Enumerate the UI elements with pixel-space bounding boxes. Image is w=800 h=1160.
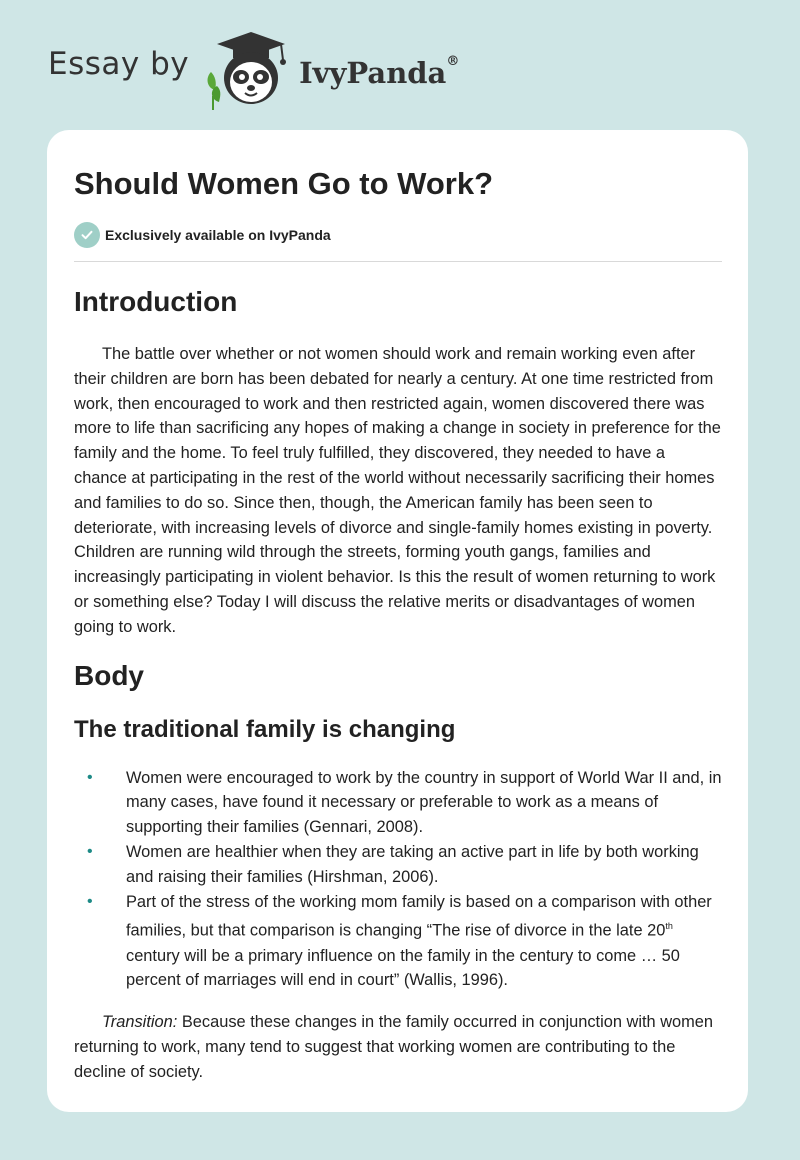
list-item: • Part of the stress of the working mom family is based on a comparison with other families, but that comparison is changing “The rise of divorce in the late 20th century will be a primary influence on the family in the century to come … 50 percent of marriages will end in court” (Wallis, 1996). xyxy=(126,890,722,994)
bullet-icon: • xyxy=(87,892,93,910)
registered-mark: ® xyxy=(446,54,460,69)
list-item: • Women were encouraged to work by the country in support of World War II and, in many cases, have found it necessary or preferable to work as a means of supporting their families (Gennari, 2008). xyxy=(126,766,722,840)
transition-label: Transition: xyxy=(102,1013,178,1032)
bullet-list xyxy=(74,766,722,994)
site-header xyxy=(48,30,459,110)
check-icon xyxy=(74,222,100,248)
essay-by-label: Essay by xyxy=(48,46,190,82)
exclusive-label: Exclusively available on IvyPanda xyxy=(105,227,331,243)
brand-name[interactable]: IvyPanda® xyxy=(299,54,460,90)
introduction-heading: Introduction xyxy=(74,286,238,317)
essay-card xyxy=(47,130,748,1112)
exclusive-badge xyxy=(74,221,722,249)
divider xyxy=(74,261,722,262)
bullet-icon: • xyxy=(87,768,93,786)
introduction-paragraph: The battle over whether or not women should work and remain working even after their children are born has been debated for nearly a century. At one time restricted from work, then encouraged to work and then restricted again, women discovered there was more to life than sacrificing any hopes of making a change in society in preference for the family and the home. To feel truly fulfilled, they discovered, they needed to have a chance at participating in the rest of the world without necessarily sacrificing their homes and families to do so. Since then, though, the American family has been seen to deteriorate, with increasing levels of divorce and single-family homes existing in poverty. Children are running wild through the streets, forming youth gangs, families and increasingly participating in violent behavior. Is this the result of women returning to work or something else? Today I will discuss the relative merits or disadvantages of women going to work. xyxy=(74,345,721,636)
bullet-icon: • xyxy=(87,842,93,860)
subsection-heading: The traditional family is changing xyxy=(74,715,456,743)
body-heading: Body xyxy=(74,659,144,691)
transition-paragraph: Transition: Because these changes in the family occurred in conjunction with women returning to work, many tend to suggest that working women are contributing to the decline of society. xyxy=(74,1013,714,1081)
page-title: Should Women Go to Work? xyxy=(74,166,494,201)
list-item: • Women are healthier when they are taking an active part in life by both working and raising their families (Hirshman, 2006). xyxy=(126,840,722,890)
panda-logo-icon[interactable] xyxy=(203,30,295,110)
